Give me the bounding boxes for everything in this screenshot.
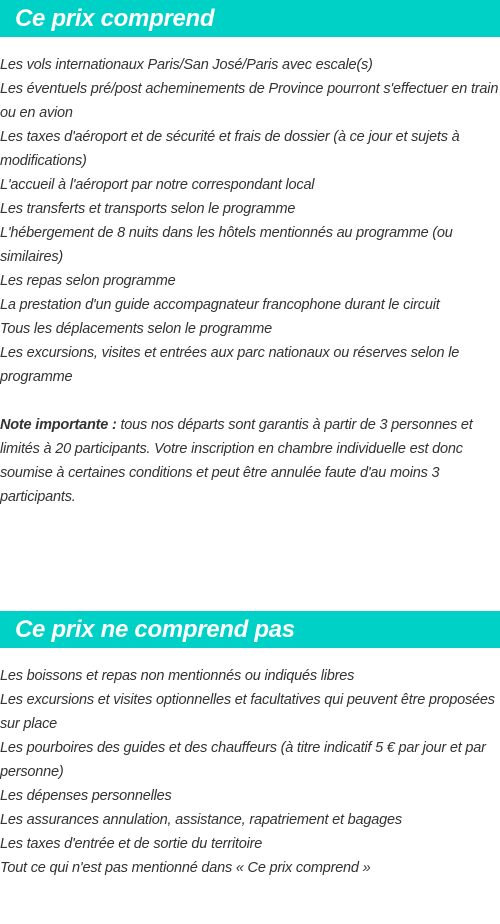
list-item: L'hébergement de 8 nuits dans les hôtels mentionnés au programme (ou similaires) xyxy=(0,225,453,265)
list-item: Les vols internationaux Paris/San José/Paris avec escale(s) xyxy=(0,57,373,73)
important-note-text: tous nos départs sont garantis à partir de 3 personnes et limités à 20 participants. Votre inscription en chambre individuelle est donc soumise à certaines conditions et peut être annulée faute d'au moins 3 participants. xyxy=(0,417,473,505)
list-item: Les taxes d'entrée et de sortie du territoire xyxy=(0,836,263,852)
list-item: Les taxes d'aéroport et de sécurité et frais de dossier (à ce jour et sujets à modifications) xyxy=(0,129,460,169)
important-note-label: Note importante : xyxy=(0,417,117,433)
list-item: Les assurances annulation, assistance, rapatriement et bagages xyxy=(0,812,402,828)
list-item: Les excursions et visites optionnelles et facultatives qui peuvent être proposées sur place xyxy=(0,692,495,732)
list-item: Les éventuels pré/post acheminements de Province pourront s'effectuer en train ou en avion xyxy=(0,81,499,121)
list-item: Tout ce qui n'est pas mentionné dans « Ce prix comprend » xyxy=(0,860,371,876)
list-item: Les boissons et repas non mentionnés ou indiqués libres xyxy=(0,668,355,684)
list-item: Les pourboires des guides et des chauffeurs (à titre indicatif 5 € par jour et par personne) xyxy=(0,740,486,780)
price-excludes-section xyxy=(0,611,500,880)
price-excludes-header xyxy=(0,611,500,648)
list-item: Les transferts et transports selon le programme xyxy=(0,201,296,217)
price-includes-list xyxy=(0,53,500,389)
price-includes-header xyxy=(0,0,500,37)
price-includes-title: Ce prix comprend xyxy=(15,4,215,32)
price-excludes-title: Ce prix ne comprend pas xyxy=(15,615,295,643)
list-item: Les excursions, visites et entrées aux parc nationaux ou réserves selon le programme xyxy=(0,345,460,385)
list-item: Tous les déplacements selon le programme xyxy=(0,321,272,337)
list-item: La prestation d'un guide accompagnateur francophone durant le circuit xyxy=(0,297,440,313)
list-item: Les repas selon programme xyxy=(0,273,176,289)
list-item: Les dépenses personnelles xyxy=(0,788,172,804)
price-excludes-list xyxy=(0,664,500,880)
important-note xyxy=(0,413,500,509)
list-item: L'accueil à l'aéroport par notre correspondant local xyxy=(0,177,315,193)
